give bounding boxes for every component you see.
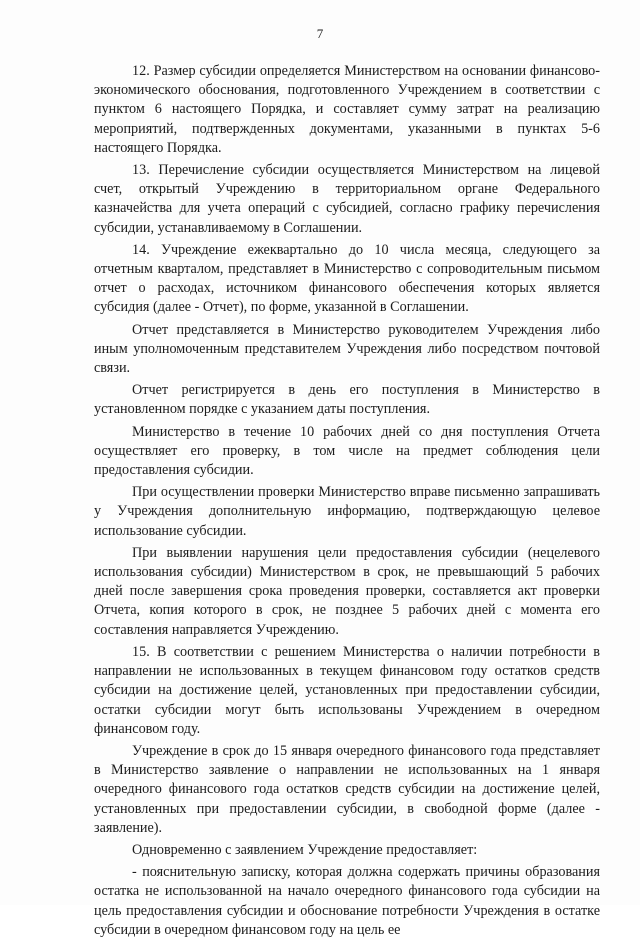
paragraph-13: 13. Перечисление субсидии осуществляется Министерством на лицевой счет, открытый Учреждению в территориальном органе Федерального казначейства для учета операций с субсидией, согласно графику перечисления субсидии, устанавливаемому в Соглашении.: [94, 162, 600, 236]
paragraph-report-submission: Отчет представляется в Министерство руководителем Учреждения либо иным уполномоченным представителем Учреждения либо посредством почтовой связи.: [94, 321, 600, 377]
paragraph-12: 12. Размер субсидии определяется Министерством на основании финансово-экономического обоснования, подготовленного Учреждением в соответствии с пунктом 6 настоящего Порядка, и составляет сумму затрат на реализацию мероприятий, подтвержденных документами, указанными в пунктах 5-6 настоящего Порядка.: [94, 63, 600, 156]
page-number: 7: [316, 26, 324, 41]
paragraph-application: Учреждение в срок до 15 января очередного финансового года представляет в Министерство заявление о направлении не использованных на 1 января очередного финансового года остатков средств субсидии на достижение целей, установленных при предоставлении субсидии, в свободной форме (далее - заявление).: [94, 742, 600, 836]
paragraph-report-registration: Отчет регистрируется в день его поступления в Министерство в установленном порядке с указанием даты поступления.: [94, 382, 600, 418]
paragraph-info-request: При осуществлении проверки Министерство вправе письменно запрашивать у Учреждения дополнительную информацию, подтверждающую целевое использование субсидии.: [94, 484, 600, 539]
paragraph-violation: При выявлении нарушения цели предоставления субсидии (нецелевого использования субсидии) Министерством в срок, не превышающий 5 рабочих дней после завершения срока проведения проверки, составляется акт проверки Отчета, копия которого в срок, не позднее 5 рабочих дней с момента его составления направляется Учреждению.: [94, 544, 600, 638]
paragraph-report-check: Министерство в течение 10 рабочих дней со дня поступления Отчета осуществляет его проверку, в том числе на предмет соблюдения цели предоставления субсидии.: [94, 423, 600, 479]
paragraph-15: 15. В соответствии с решением Министерства о наличии потребности в направлении не использованных в текущем финансовом году остатков средств субсидии на достижение целей, установленных при предоставлении субсидии, остатки субсидии могут быть использованы Учреждением в очередном финансовом году.: [94, 643, 600, 737]
paragraph-14: 14. Учреждение ежеквартально до 10 числа месяца, следующего за отчетным кварталом, представляет в Министерство с сопроводительным письмом отчет о расходах, источником финансового обеспечения которых является субсидия (далее - Отчет), по форме, указанной в Соглашении.: [94, 241, 600, 316]
paragraph-explanatory-note: - пояснительную записку, которая должна содержать причины образования остатка не использованной на начало очередного финансового года субсидии на цель предоставления субсидии и обоснование потребности Учреждения в остатке субсидии в очередном финансовом году на цель ее: [94, 864, 600, 938]
document-body: [94, 62, 600, 943]
paragraph-simultaneously: Одновременно с заявлением Учреждение предоставляет:: [132, 841, 478, 858]
